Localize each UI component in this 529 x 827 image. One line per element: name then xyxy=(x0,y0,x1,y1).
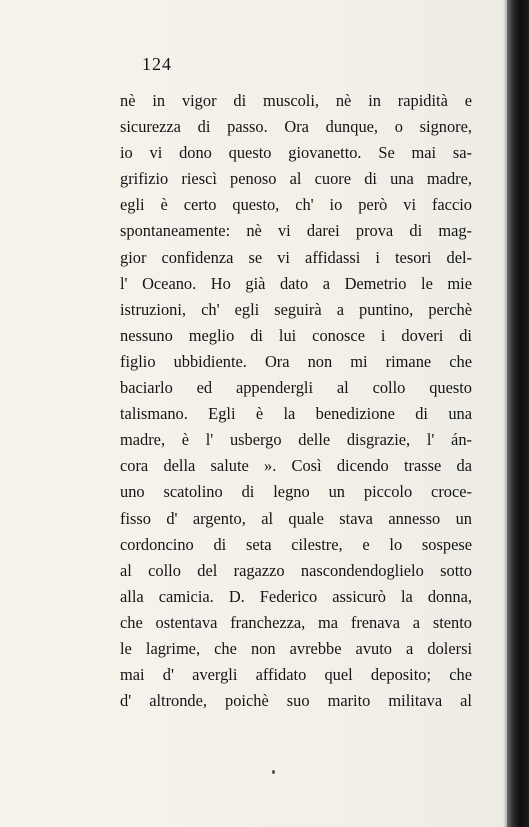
text-line: io vi dono questo giovanetto. Se mai sa- xyxy=(120,143,472,163)
text-line: gior confidenza se vi affidassi i tesori del- xyxy=(120,247,472,267)
text-line: le lagrime, che non avrebbe avuto a dolersi xyxy=(120,638,472,658)
binding-shadow xyxy=(507,0,529,827)
text-line: l' Oceano. Ho già dato a Demetrio le mie xyxy=(120,273,472,293)
text-line: spontaneamente: nè vi darei prova di mag- xyxy=(120,221,472,241)
ink-speck xyxy=(272,770,275,774)
text-line: uno scatolino di legno un piccolo croce- xyxy=(120,482,472,502)
text-line: grifizio riescì penoso al cuore di una madre, xyxy=(120,169,472,189)
text-line: al collo del ragazzo nascondendoglielo sotto xyxy=(120,560,472,580)
text-line: alla camicia. D. Federico assicurò la donna, xyxy=(120,586,472,606)
text-line: che ostentava franchezza, ma frenava a stento xyxy=(120,612,472,632)
text-line: sicurezza di passo. Ora dunque, o signore, xyxy=(120,117,472,137)
text-line: talismano. Egli è la benedizione di una xyxy=(120,404,472,424)
text-line: d' altronde, poichè suo marito militava al xyxy=(120,691,472,711)
body-text xyxy=(120,88,472,714)
text-line: figlio ubbidiente. Ora non mi rimane che xyxy=(120,351,472,371)
text-line: madre, è l' usbergo delle disgrazie, l' án- xyxy=(120,430,472,450)
text-line: fisso d' argento, al quale stava annesso un xyxy=(120,508,472,528)
text-line: baciarlo ed appendergli al collo questo xyxy=(120,378,472,398)
text-line: nessuno meglio di lui conosce i doveri di xyxy=(120,325,472,345)
text-line: istruzioni, ch' egli seguirà a puntino, perchè xyxy=(120,299,472,319)
text-line: cora della salute ». Così dicendo trasse da xyxy=(120,456,472,476)
page-number: 124 xyxy=(142,54,172,74)
text-line: mai d' avergli affidato quel deposito; che xyxy=(120,665,472,685)
text-line: cordoncino di seta cilestre, e lo sospese xyxy=(120,534,472,554)
text-line: egli è certo questo, ch' io però vi faccio xyxy=(120,195,472,215)
text-line: nè in vigor di muscoli, nè in rapidità e xyxy=(120,91,472,110)
